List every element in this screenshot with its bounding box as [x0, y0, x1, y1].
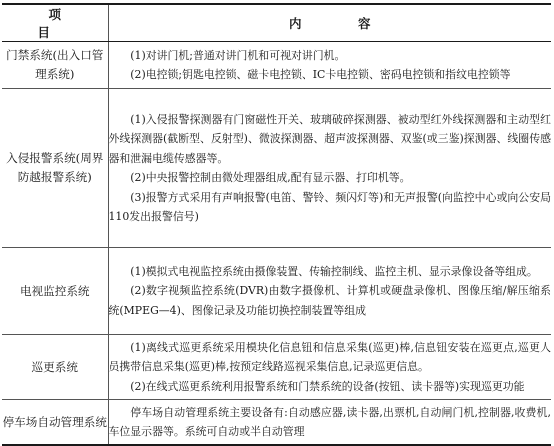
row-content: [108, 89, 551, 248]
table-row: [2, 335, 551, 400]
row-content: [108, 400, 551, 446]
content-paragraph: (2)电控锁;钥匙电控锁、磁卡电控锁、IC卡电控锁、密码电控锁和指纹电控锁等: [130, 68, 511, 81]
row-item: 入侵报警系统(周界防越报警系统): [2, 89, 108, 248]
content-paragraph: 停车场自动管理系统主要设备有:自动感应器,读卡器,出票机,自动闸门机,控制器,收费机,车位显示器等。系统可自动或半自动管理: [108, 405, 551, 438]
row-item: 停车场自动管理系统: [2, 400, 108, 446]
content-paragraph: (1)模拟式电视监控系统由摄像装置、传输控制线、监控主机、显示录像设备等组成。: [130, 264, 538, 278]
content-paragraph: (2)数字视频监控系统(DVR)由数字摄像机、计算机或硬盘录像机、图像压缩/解压缩系统(MPEG—4)、图像记录及功能切换控制装置等组成: [108, 284, 551, 317]
content-paragraph: (2)中央报警控制由微处理器组成,配有显示器、打印机等。: [130, 171, 411, 184]
header-item: 项 目: [2, 4, 108, 42]
content-paragraph: (1)对讲门机;普通对讲门机和可视对讲门机。: [130, 48, 346, 62]
row-content: [108, 248, 551, 335]
row-item: 门禁系统(出入口管理系统): [2, 42, 108, 89]
table-row: [2, 42, 551, 89]
table-row: [2, 89, 551, 248]
table-header-row: [2, 4, 551, 42]
row-item: 巡更系统: [2, 335, 108, 400]
table-row: [2, 400, 551, 446]
content-paragraph: (2)在线式巡更系统利用报警系统和门禁系统的设备(按钮、读卡器等)实现巡更功能: [130, 379, 525, 393]
row-content: [108, 335, 551, 400]
header-content: 内 容: [108, 4, 551, 42]
content-paragraph: (3)报警方式采用有声响报警(电笛、警铃、频闪灯等)和无声报警(向监控中心或向公安局110发出报警信号): [108, 190, 551, 223]
content-paragraph: (1)离线式巡更系统采用模块化信息钮和信息采集(巡更)棒,信息钮安装在巡更点,巡更人员携带信息采集(巡更)棒,按预定线路巡视采集信息,记录巡更信息。: [108, 340, 551, 374]
content-paragraph: (1)入侵报警探测器有门窗磁性开关、玻璃破碎探测器、被动型红外线探测器和主动型红外线探测器(截断型、反射型)、微波探测器、超声波探测器、双鉴(或三鉴)探测器、线圈传感器和泄漏电缆传感器等。: [108, 112, 551, 165]
row-content: [108, 42, 551, 89]
row-item: 电视监控系统: [2, 248, 108, 335]
security-systems-table: [2, 3, 551, 446]
table-row: [2, 248, 551, 335]
